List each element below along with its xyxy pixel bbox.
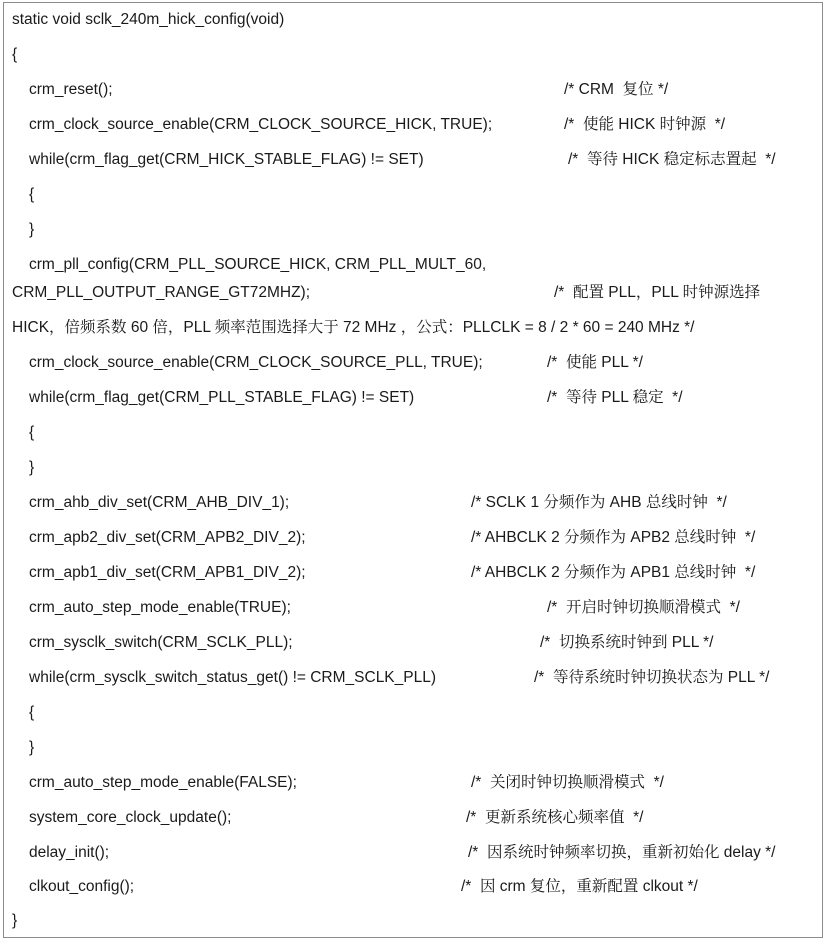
code-line <box>4 457 820 479</box>
code-block <box>3 2 823 938</box>
code-text: crm_reset(); <box>29 81 113 98</box>
code-line <box>4 492 820 514</box>
code-line <box>4 842 820 864</box>
code-line <box>4 254 820 276</box>
code-text: clkout_config(); <box>29 878 135 895</box>
code-text: crm_pll_config(CRM_PLL_SOURCE_HICK, CRM_PLL_MULT_60, <box>29 256 487 273</box>
code-line <box>4 702 820 724</box>
code-text: crm_apb2_div_set(CRM_APB2_DIV_2); <box>29 529 306 546</box>
code-text: } <box>29 221 35 238</box>
code-comment: /* AHBCLK 2 分频作为 APB2 总线时钟 */ <box>471 529 756 546</box>
code-line <box>4 562 820 584</box>
code-line <box>4 44 820 66</box>
code-comment: /* 开启时钟切换顺滑模式 */ <box>547 599 740 616</box>
code-text: while(crm_sysclk_switch_status_get() != CRM_SCLK_PLL) <box>29 669 437 686</box>
code-comment: /* 使能 HICK 时钟源 */ <box>564 116 726 133</box>
code-line <box>4 910 820 932</box>
code-line <box>4 807 820 829</box>
code-comment: /* CRM 复位 */ <box>564 81 669 98</box>
code-text: crm_clock_source_enable(CRM_CLOCK_SOURCE_PLL, TRUE); <box>29 354 483 371</box>
code-line <box>4 317 820 339</box>
code-line <box>4 219 820 241</box>
code-line <box>4 632 820 654</box>
code-comment: /* 更新系统核心频率值 */ <box>466 809 644 826</box>
code-comment: /* 等待 HICK 稳定标志置起 */ <box>568 151 776 168</box>
code-text: crm_sysclk_switch(CRM_SCLK_PLL); <box>29 634 293 651</box>
code-line <box>4 667 820 689</box>
code-text: crm_ahb_div_set(CRM_AHB_DIV_1); <box>29 494 290 511</box>
code-comment: /* 关闭时钟切换顺滑模式 */ <box>471 774 664 791</box>
code-comment: /* 因 crm 复位，重新配置 clkout */ <box>461 878 698 895</box>
code-text: } <box>29 459 35 476</box>
code-comment: /* 等待系统时钟切换状态为 PLL */ <box>534 669 770 686</box>
code-text: } <box>12 912 18 929</box>
code-line <box>4 387 820 409</box>
code-line <box>4 737 820 759</box>
code-line <box>4 114 820 136</box>
code-line <box>4 527 820 549</box>
code-comment: /* 使能 PLL */ <box>547 354 643 371</box>
code-text: crm_apb1_div_set(CRM_APB1_DIV_2); <box>29 564 306 581</box>
code-text: { <box>12 46 18 63</box>
code-text: static void sclk_240m_hick_config(void) <box>12 11 285 28</box>
code-line <box>4 772 820 794</box>
code-line <box>4 9 820 31</box>
code-text: CRM_PLL_OUTPUT_RANGE_GT72MHZ); <box>12 284 311 301</box>
code-comment: /* 因系统时钟频率切换，重新初始化 delay */ <box>468 844 776 861</box>
code-line <box>4 282 820 304</box>
code-text: HICK，倍频系数 60 倍，PLL 频率范围选择大于 72 MHz ，公式：PLLCLK = 8 / 2 * 60 = 240 MHz */ <box>12 319 695 336</box>
code-comment: /* 切换系统时钟到 PLL */ <box>540 634 714 651</box>
code-line <box>4 79 820 101</box>
code-comment: /* 配置 PLL，PLL 时钟源选择 <box>554 284 761 301</box>
code-text: { <box>29 186 35 203</box>
code-text: crm_clock_source_enable(CRM_CLOCK_SOURCE_HICK, TRUE); <box>29 116 493 133</box>
code-line <box>4 149 820 171</box>
code-text: crm_auto_step_mode_enable(TRUE); <box>29 599 291 616</box>
code-text: while(crm_flag_get(CRM_HICK_STABLE_FLAG) != SET) <box>29 151 424 168</box>
code-text: system_core_clock_update(); <box>29 809 232 826</box>
code-text: { <box>29 704 35 721</box>
code-text: while(crm_flag_get(CRM_PLL_STABLE_FLAG) != SET) <box>29 389 415 406</box>
code-line <box>4 352 820 374</box>
code-line <box>4 876 820 898</box>
code-comment: /* SCLK 1 分频作为 AHB 总线时钟 */ <box>471 494 727 511</box>
code-text: crm_auto_step_mode_enable(FALSE); <box>29 774 297 791</box>
code-comment: /* AHBCLK 2 分频作为 APB1 总线时钟 */ <box>471 564 756 581</box>
code-text: { <box>29 424 35 441</box>
code-line <box>4 422 820 444</box>
code-line <box>4 597 820 619</box>
code-line <box>4 184 820 206</box>
code-comment: /* 等待 PLL 稳定 */ <box>547 389 683 406</box>
code-text: delay_init(); <box>29 844 110 861</box>
code-text: } <box>29 739 35 756</box>
